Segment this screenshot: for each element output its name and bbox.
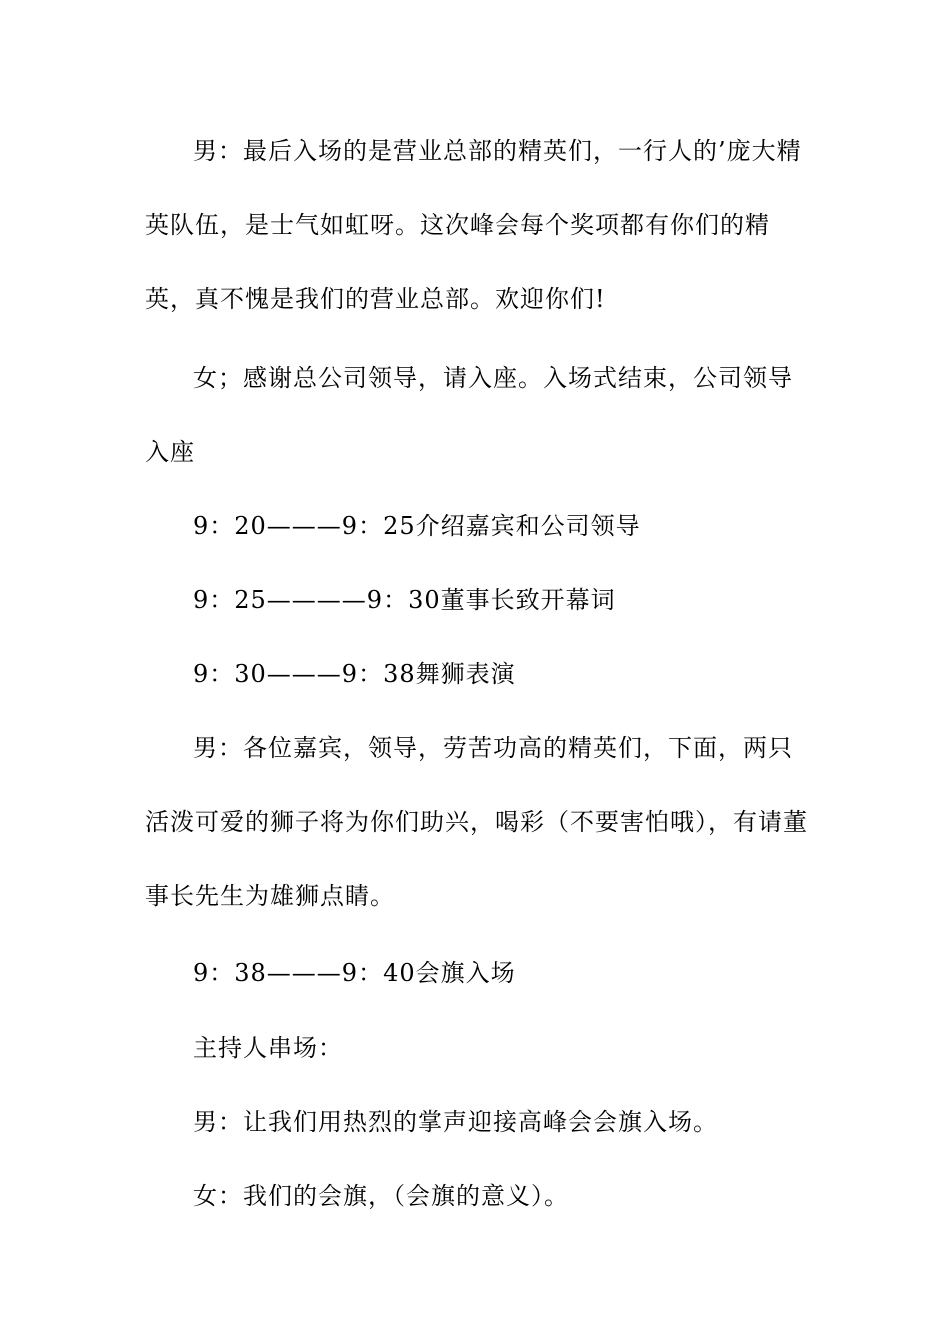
paragraph-10: 女：我们的会旗，（会旗的意义）。 xyxy=(193,1182,569,1210)
paragraph-6: 男：各位嘉宾，领导，劳苦功高的精英们，下面，两只活泼可爱的狮子将为你们助兴，喝彩（不要害怕哦），有请董事长先生为雄狮点睛。 xyxy=(145,734,808,910)
paragraph-4: 9：25————9：30董事长致开幕词 xyxy=(193,586,616,614)
paragraph-8: 主持人串场： xyxy=(193,1034,343,1062)
paragraph-1: 男：最后入场的是营业总部的精英们，一行人的’庞大精英队伍，是士气如虹呀。这次峰会每个奖项都有你们的精英，真不愧是我们的营业总部。欢迎你们! xyxy=(145,137,802,313)
paragraph-5: 9：30———9：38舞狮表演 xyxy=(193,660,516,688)
paragraph-9: 男：让我们用热烈的掌声迎接高峰会会旗入场。 xyxy=(193,1108,718,1136)
paragraph-3: 9：20———9：25介绍嘉宾和公司领导 xyxy=(193,512,641,540)
paragraph-2: 女；感谢总公司领导，请入座。入场式结束，公司领导入座 xyxy=(145,364,793,466)
paragraph-7: 9：38———9：40会旗入场 xyxy=(193,959,516,987)
